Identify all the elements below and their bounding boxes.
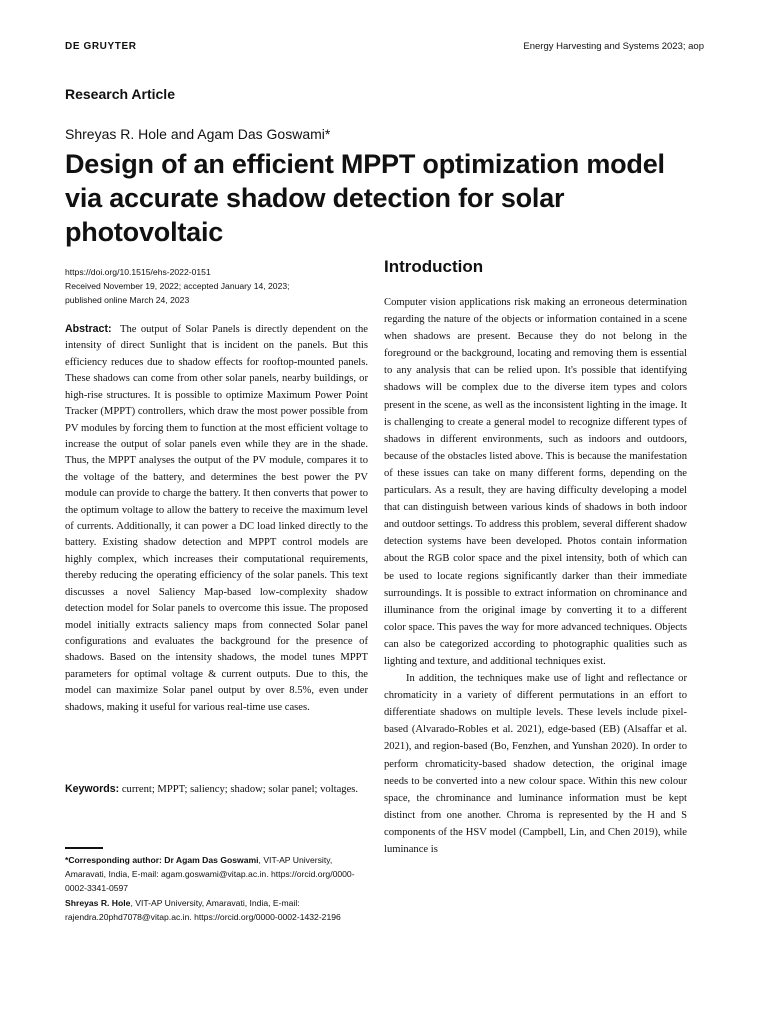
second-author-details: , VIT-AP University, Amaravati, India, E-mail: rajendra.20phd7078@vitap.ac.in. https://orcid.org/0000-0002-1432-2196 <box>65 897 341 922</box>
corresponding-author-details: , VIT-AP University, Amaravati, India, E-mail: agam.goswami@vitap.ac.in. https://orcid.org/0000-0002-3341-0597 <box>65 855 355 894</box>
introduction-paragraph: Computer vision applications risk making an erroneous determination regarding the nature of the objects or information contained in a scene when shadows are present. Because they do not belong in the foreground or the background, locating and removing them is essential to any analysis that can be relied upon. It's possible that identifying shadows will be complex due to the diverse item types and colors present in the scene, as well as the inconsistent lighting in the image. It is challenging to create a general model to recognize different types of shadows in different environments, such as indoors and outdoors, because of the obstacles listed above. This is because the manifestation of these issues can take on many different forms, depending on the particulars. As a result, they are having difficulty developing a model that can distinguish between various kinds of shadows in both indoor and outdoor settings. To address this problem, several different shadow detection systems have been developed. Photos contain information about the RGB color space and the pixel intensity, both of which can be used to locate regions significantly darker than their immediate surroundings. It is possible to extract information on chrominance and illuminance from the original image by converting it to a different color space. This paves the way for more advanced techniques. Objects can also be categorized according to photographic qualities such as lighting and texture, and additional techniques exist. <box>384 297 687 667</box>
abstract <box>65 321 368 716</box>
publisher-name: DE GRUYTER <box>65 41 137 52</box>
keywords-label: Keywords: <box>65 783 120 795</box>
second-author-note <box>65 896 368 924</box>
published-date: published online March 24, 2023 <box>65 295 190 305</box>
footnote-divider <box>65 847 103 849</box>
abstract-label: Abstract: <box>65 323 112 335</box>
doi-link[interactable]: https://doi.org/10.1515/ehs-2022-0151 <box>65 267 211 277</box>
abstract-text: The output of Solar Panels is directly dependent on the intensity of direct Sunlight that is incident on the panels. But this efficiency reduces due to shadow effects for rooftop-mounted panels. These shadows can come from other solar panels, nearby buildings, or high-rise structures. It is possible to optimize Maximum Power Point Tracker (MPPT) controllers, which draw the most power possible from PV modules by forcing them to function at the most efficient voltage to increase the output of solar panels even while they are in the shade. Thus, the MPPT analyses the output of the PV module, compares it to the voltage of the battery, and determines the best power the PV module can provide to charge the battery. It then converts that power to the optimum voltage to allow the battery to receive the maximum level of currents. Additionally, it can power a DC load linked directly to the battery. Existing shadow detection and MPPT control models are highly complex, which increases their computational requirements, thereby reducing the operating efficiency of the solar panels. This text discusses a novel Saliency Map-based low-complexity shadow detection model for Solar panels to overcome this issue. The proposed model initially extracts saliency maps from connected Solar panel configurations and evaluates the background for the presence of shadows. Based on the intensity shadows, the model tunes MPPT parameters for optimal voltage & current outputs. Due to this, the model can maximize Solar panel output by over 8.5%, even under shadows, making it useful for various real-time use cases. <box>65 324 368 713</box>
introduction-body <box>384 294 687 858</box>
author-list: Shreyas R. Hole and Agam Das Goswami* <box>65 126 331 142</box>
article-title: Design of an efficient MPPT optimization model via accurate shadow detection for solar photovoltaic <box>65 149 665 247</box>
keywords <box>65 781 368 798</box>
journal-citation: Energy Harvesting and Systems 2023; aop <box>523 41 704 52</box>
keywords-text: current; MPPT; saliency; shadow; solar panel; voltages. <box>121 784 359 795</box>
corresponding-author-note <box>65 853 368 896</box>
corresponding-author-label: *Corresponding author: Dr Agam Das Goswami <box>65 855 259 865</box>
introduction-paragraph: In addition, the techniques make use of light and reflectance or chromaticity in a variety of different permutations in an effort to differentiate shadows on multiple levels. These levels include pixel-based (Alvarado-Robles et al. 2021), edge-based (EB) (Alsaffar et al. 2021), and region-based (Bo, Fenzhen, and Yunshan 2020). In order to perform chromaticity-based shadow detection, the original image needs to be converted into a new colour space. Within this new colour space, the chrominance and luminance information must be kept distinct from one another. Chroma is represented by the H and S components of the HSV model (Campbell, Lin, and Chen 2019), while luminance is <box>384 673 687 855</box>
article-metadata <box>65 265 290 307</box>
article-type: Research Article <box>65 86 175 102</box>
footnotes <box>65 853 368 924</box>
second-author-label: Shreyas R. Hole <box>65 897 131 908</box>
received-date: Received November 19, 2022; accepted January 14, 2023; <box>65 281 290 291</box>
introduction-heading: Introduction <box>384 257 484 276</box>
